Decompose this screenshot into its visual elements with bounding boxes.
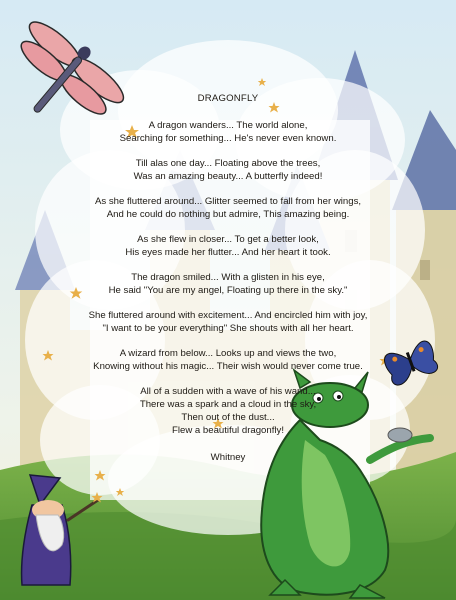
poem-line: All of a sudden with a wave of his wand... — [140, 386, 316, 397]
poem-line: As she flew in closer... To get a better look, — [137, 234, 319, 245]
poem-line: Till alas one day... Floating above the trees, — [135, 158, 321, 169]
poem-line: Was an amazing beauty... A butterfly indeed! — [133, 171, 323, 182]
poem-stanza — [60, 309, 396, 335]
poem-line: She fluttered around with excitement... And encircled him with joy, — [88, 310, 368, 321]
poem-line: Knowing without his magic... Their wish would never come true. — [93, 361, 363, 372]
poem-stanza — [60, 347, 396, 373]
poem-line: Then out of the dust... — [181, 412, 275, 423]
poem-stanza — [60, 233, 396, 259]
poem-stanza — [60, 119, 396, 145]
poem-line: "I want to be your everything" She shouts with all her heart. — [102, 323, 354, 334]
poem-stanza — [60, 195, 396, 221]
poem-line: And he could do nothing but admire, This amazing being. — [106, 209, 350, 220]
poem-line: A wizard from below... Looks up and views the two, — [119, 348, 337, 359]
poem-title: DRAGONFLY — [197, 93, 259, 104]
poem-stanzas — [60, 119, 396, 437]
poem-stanza — [60, 157, 396, 183]
poem-line: A dragon wanders... The world alone, — [148, 120, 308, 131]
poem-line: There was a spark and a cloud in the sky, — [139, 399, 317, 410]
poem-stanza — [60, 271, 396, 297]
poem-line: His eyes made her flutter... And her heart it took. — [125, 247, 331, 258]
poem-line: Searching for something... He's never even known. — [119, 133, 337, 144]
poem-line: He said "You are my angel, Floating up there in the sky." — [108, 285, 348, 296]
poem-line: The dragon smiled... With a glisten in his eye, — [131, 272, 325, 283]
poem-author: Whitney — [210, 452, 246, 463]
poem-stanza — [60, 385, 396, 437]
poem-line: As she fluttered around... Glitter seemed to fall from her wings, — [94, 196, 362, 207]
poem-line: Flew a beautiful dragonfly! — [172, 425, 284, 436]
poem — [60, 92, 396, 464]
